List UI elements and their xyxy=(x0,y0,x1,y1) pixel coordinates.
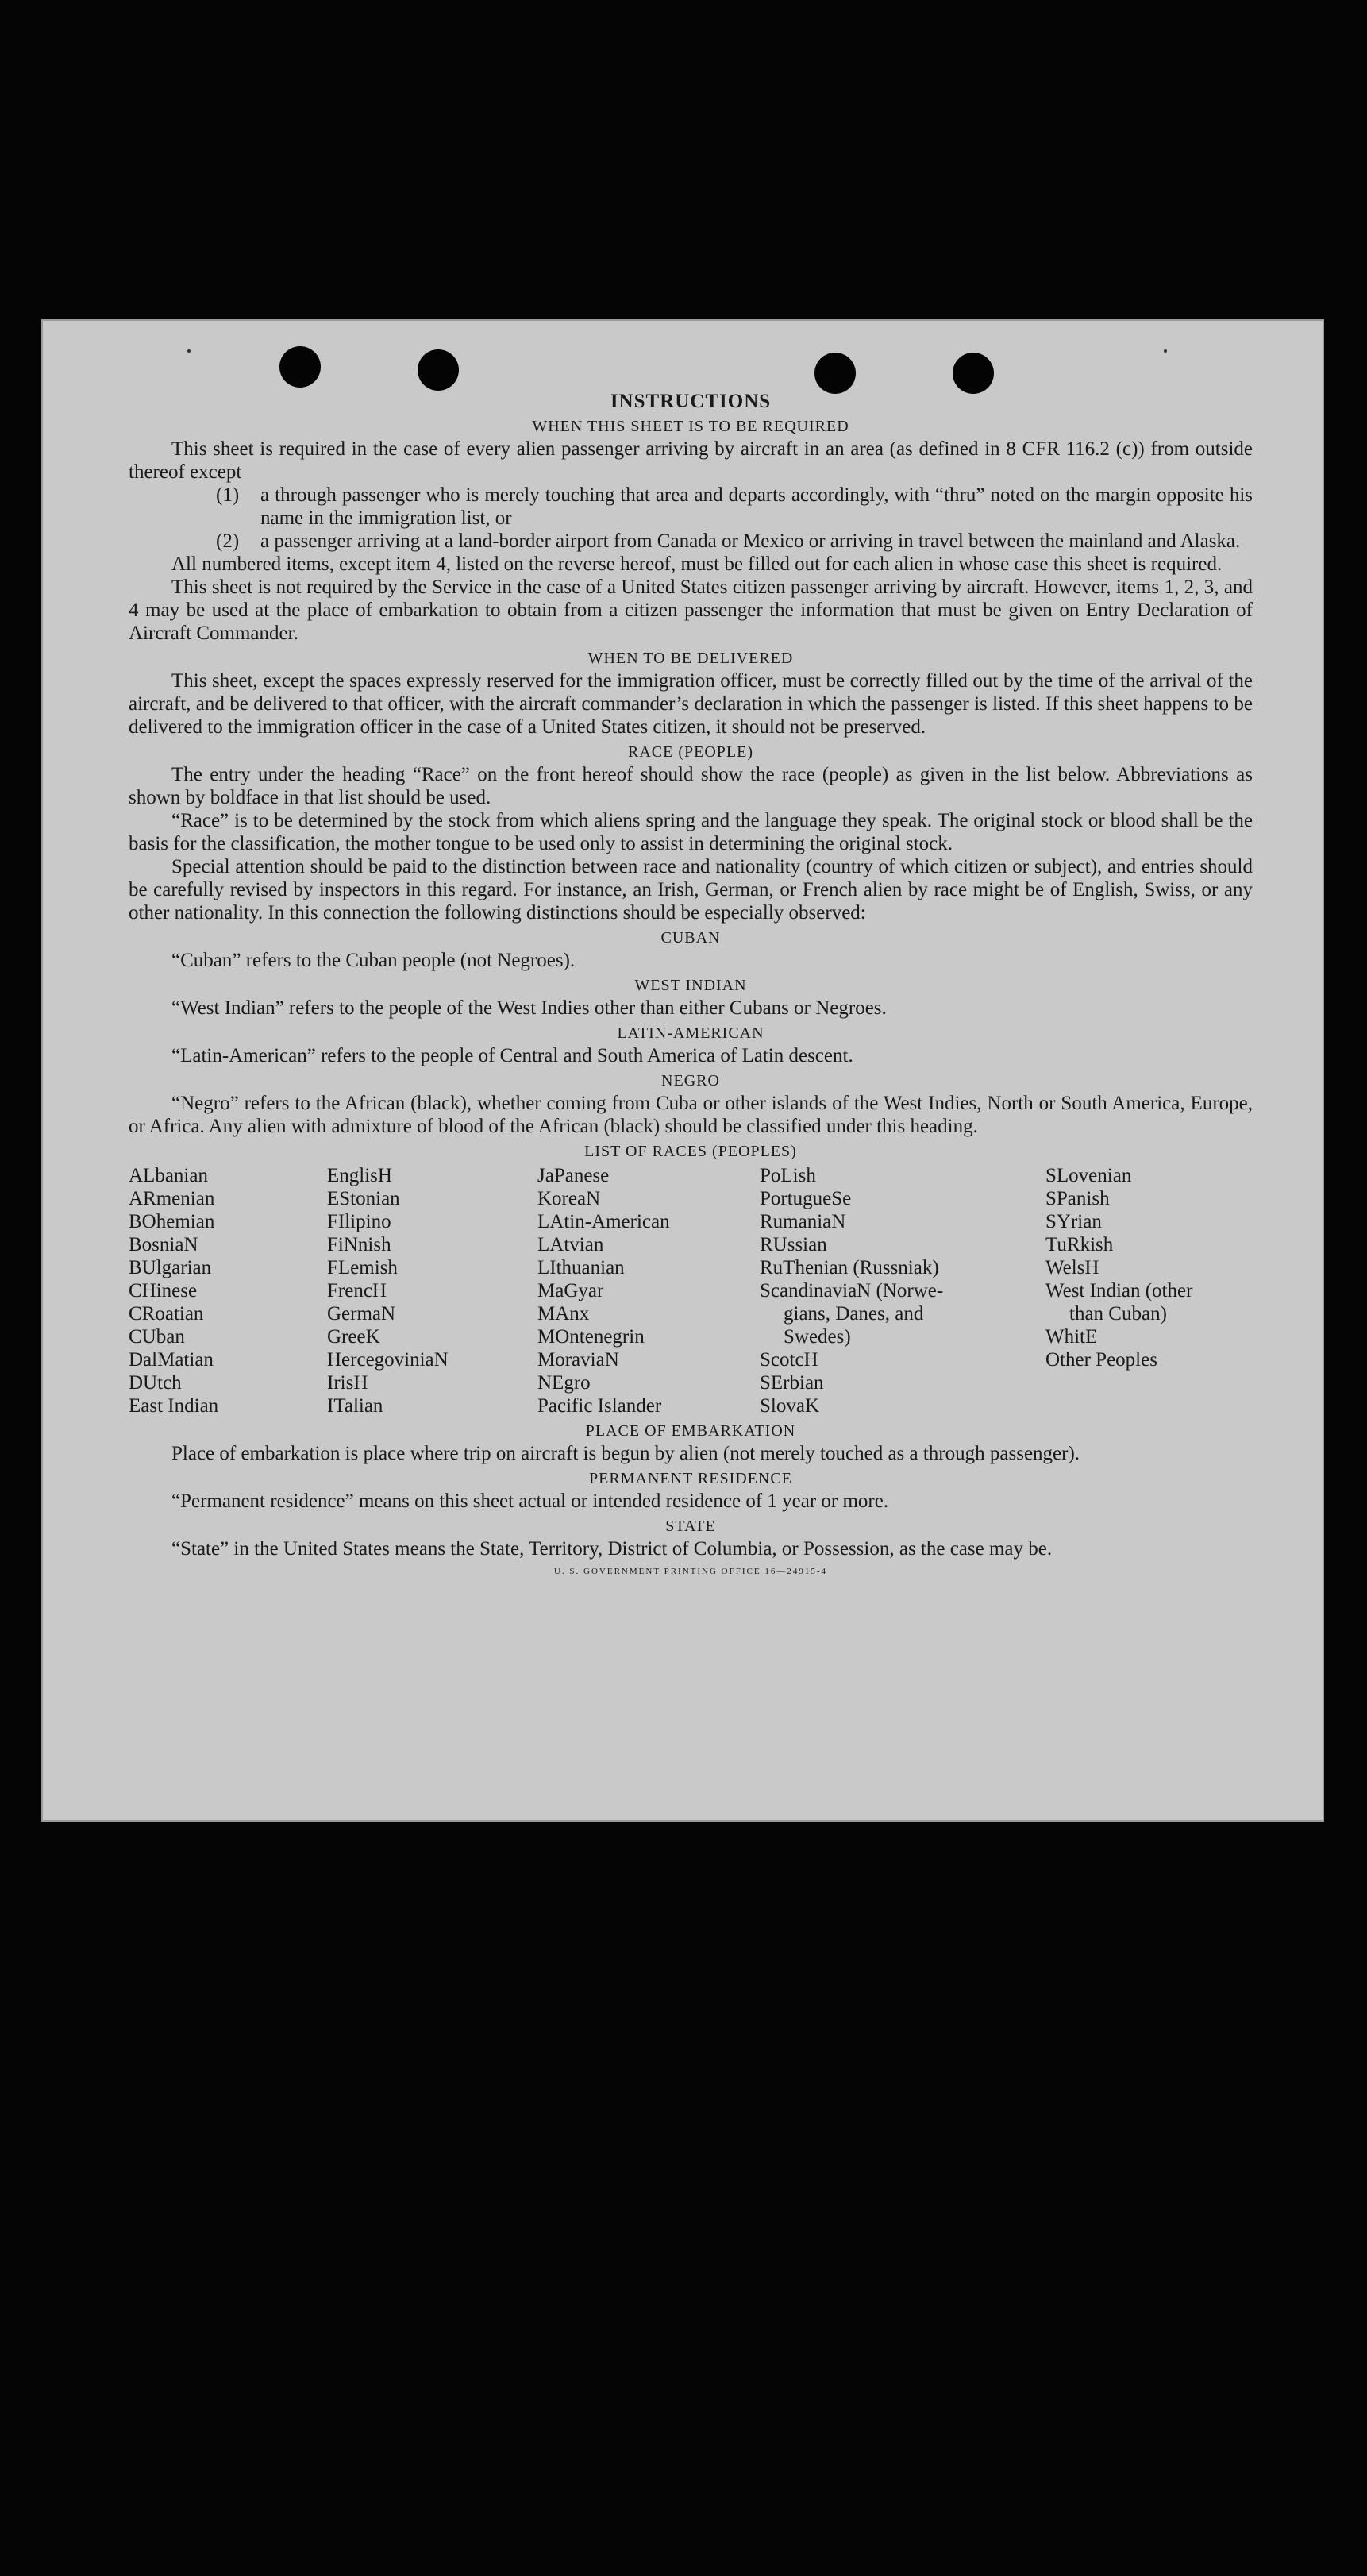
paragraph: Place of embarkation is place where trip on aircraft is begun by alien (not merely touched as a through passenger). xyxy=(171,1443,1080,1464)
race-column xyxy=(537,1164,760,1417)
punch-hole xyxy=(953,353,994,394)
race-list xyxy=(129,1164,1253,1417)
race-entry: MaGyar xyxy=(537,1280,604,1301)
paragraph: This sheet, except the spaces expressly reserved for the immigration officer, must be correctly filled out by the time of the arrival of the aircraft, and be delivered to that officer, with the aircraft commander’s declaration in which the passenger is listed. If this sheet happens to be delivered to the immigration officer in the case of a United States citizen, it should not be preserved. xyxy=(129,670,1253,738)
race-entry: TuRkish xyxy=(1045,1234,1114,1255)
race-entry: PortugueSe xyxy=(760,1188,852,1209)
paragraph: “Race” is to be determined by the stock from which aliens spring and the language they speak. The original stock or blood shall be the basis for the classification, the mother tongue to be used only to assist in determining the original stock. xyxy=(129,810,1253,854)
race-entry: SErbian xyxy=(760,1372,824,1394)
race-entry: gians, Danes, and xyxy=(784,1303,924,1325)
item-number: (2) xyxy=(216,530,240,552)
paragraph: The entry under the heading “Race” on the front hereof should show the race (people) as given in the list below. Abbreviations as shown by boldface in that list should be used. xyxy=(129,764,1253,808)
race-entry: FrencH xyxy=(327,1280,387,1301)
paragraph: “Negro” refers to the African (black), whether coming from Cuba or other islands of the West Indies, North or South America, Europe, or Africa. Any alien with admixture of blood of the African (black) should be classified under this heading. xyxy=(129,1093,1253,1137)
race-entry: WelsH xyxy=(1045,1257,1099,1278)
race-entry: FIlipino xyxy=(327,1211,391,1232)
race-entry: RUssian xyxy=(760,1234,827,1255)
list-item xyxy=(129,484,1253,530)
race-entry: West Indian (other xyxy=(1045,1280,1193,1301)
paragraph: This sheet is not required by the Service in the case of a United States citizen passenger arriving by aircraft. However, items 1, 2, 3, and 4 may be used at the place of embarkation to obtain from a citizen passenger the information that must be given on Entry Declaration of Aircraft Commander. xyxy=(129,577,1253,644)
punch-hole xyxy=(418,349,459,391)
race-entry: East Indian xyxy=(129,1395,219,1417)
race-entry: SPanish xyxy=(1045,1188,1110,1209)
printer-imprint: U. S. GOVERNMENT PRINTING OFFICE 16—24915-4 xyxy=(553,1567,827,1576)
race-entry: FLemish xyxy=(327,1257,398,1278)
race-entry: Other Peoples xyxy=(1045,1349,1157,1371)
race-entry: GermaN xyxy=(327,1303,396,1325)
race-entry: CUban xyxy=(129,1326,185,1348)
race-entry: LAtin-American xyxy=(537,1211,670,1232)
race-entry: than Cuban) xyxy=(1069,1303,1167,1325)
section-heading: STATE xyxy=(665,1517,716,1535)
race-entry: JaPanese xyxy=(537,1165,610,1186)
punch-hole xyxy=(279,346,321,388)
race-entry: DUtch xyxy=(129,1372,182,1394)
section-heading: LATIN-AMERICAN xyxy=(617,1024,764,1042)
race-entry: MoraviaN xyxy=(537,1349,619,1371)
list-item xyxy=(129,530,1253,553)
race-entry: SLovenian xyxy=(1045,1165,1132,1186)
race-entry: Swedes) xyxy=(784,1326,851,1348)
paragraph: This sheet is required in the case of every alien passenger arriving by aircraft in an area (as defined in 8 CFR 116.2 (c)) from outside thereof except xyxy=(129,438,1253,483)
race-entry: SYrian xyxy=(1045,1211,1102,1232)
page-title: INSTRUCTIONS xyxy=(610,391,772,412)
race-entry: LAtvian xyxy=(537,1234,604,1255)
section-heading: NEGRO xyxy=(661,1072,720,1089)
race-column xyxy=(327,1164,537,1417)
instruction-sheet xyxy=(41,319,1324,1822)
paragraph: “West Indian” refers to the people of the West Indies other than either Cubans or Negroes. xyxy=(171,997,887,1019)
race-entry: FiNnish xyxy=(327,1234,391,1255)
race-entry: RuThenian (Russniak) xyxy=(760,1257,939,1278)
race-entry: ITalian xyxy=(327,1395,383,1417)
race-entry: ALbanian xyxy=(129,1165,208,1186)
item-text: a passenger arriving at a land-border airport from Canada or Mexico or arriving in travel between the mainland and Alaska. xyxy=(260,530,1241,552)
race-entry: LIthuanian xyxy=(537,1257,625,1278)
race-entry: EnglisH xyxy=(327,1165,392,1186)
race-entry: RumaniaN xyxy=(760,1211,846,1232)
speck xyxy=(187,349,191,353)
paragraph: “State” in the United States means the State, Territory, District of Columbia, or Possession, as the case may be. xyxy=(171,1538,1053,1560)
paragraph: Special attention should be paid to the distinction between race and nationality (country of which citizen or subject), and entries should be carefully revised by inspectors in this regard. For instance, an Irish, German, or French alien by race might be of English, Swiss, or any other nationality. In this connection the following distinctions should be especially observed: xyxy=(129,856,1253,924)
race-entry: DalMatian xyxy=(129,1349,214,1371)
item-number: (1) xyxy=(216,484,240,506)
section-heading: WHEN TO BE DELIVERED xyxy=(587,650,794,667)
race-entry: WhitE xyxy=(1045,1326,1098,1348)
paragraph: “Permanent residence” means on this sheet actual or intended residence of 1 year or more. xyxy=(171,1490,889,1512)
section-heading: WEST INDIAN xyxy=(634,977,747,994)
race-column xyxy=(1045,1164,1276,1417)
race-entry: KoreaN xyxy=(537,1188,601,1209)
race-entry: GreeK xyxy=(327,1326,380,1348)
section-heading: WHEN THIS SHEET IS TO BE REQUIRED xyxy=(532,418,849,435)
race-entry: PoLish xyxy=(760,1165,816,1186)
section-heading: PERMANENT RESIDENCE xyxy=(589,1470,792,1487)
punch-hole xyxy=(814,353,856,394)
paragraph: “Cuban” refers to the Cuban people (not Negroes). xyxy=(171,950,576,971)
race-entry: NEgro xyxy=(537,1372,591,1394)
race-entry: MOntenegrin xyxy=(537,1326,645,1348)
paragraph: “Latin-American” refers to the people of Central and South America of Latin descent. xyxy=(171,1045,853,1066)
race-entry: BOhemian xyxy=(129,1211,215,1232)
race-entry: HercegoviniaN xyxy=(327,1349,449,1371)
race-entry: ARmenian xyxy=(129,1188,215,1209)
race-entry: EStonian xyxy=(327,1188,400,1209)
race-entry: IrisH xyxy=(327,1372,368,1394)
race-entry: CRoatian xyxy=(129,1303,204,1325)
race-entry: SlovaK xyxy=(760,1395,819,1417)
race-entry: CHinese xyxy=(129,1280,198,1301)
speck xyxy=(1164,349,1167,353)
section-heading: CUBAN xyxy=(660,929,721,947)
paragraph: All numbered items, except item 4, listed on the reverse hereof, must be filled out for each alien in whose case this sheet is required. xyxy=(171,553,1223,575)
race-column xyxy=(760,1164,1045,1417)
race-entry: ScotcH xyxy=(760,1349,818,1371)
race-entry: Pacific Islander xyxy=(537,1395,662,1417)
race-entry: MAnx xyxy=(537,1303,590,1325)
race-entry: BosniaN xyxy=(129,1234,198,1255)
race-entry: ScandinaviaN (Norwe- xyxy=(760,1280,944,1301)
section-heading: PLACE OF EMBARKATION xyxy=(585,1422,796,1440)
item-text: a through passenger who is merely touching that area and departs accordingly, with “thru” noted on the margin opposite his name in the immigration list, or xyxy=(260,484,1253,529)
race-entry: BUlgarian xyxy=(129,1257,212,1278)
section-heading: RACE (PEOPLE) xyxy=(628,743,753,761)
section-heading: LIST OF RACES (PEOPLES) xyxy=(584,1143,797,1160)
race-column xyxy=(129,1164,327,1417)
